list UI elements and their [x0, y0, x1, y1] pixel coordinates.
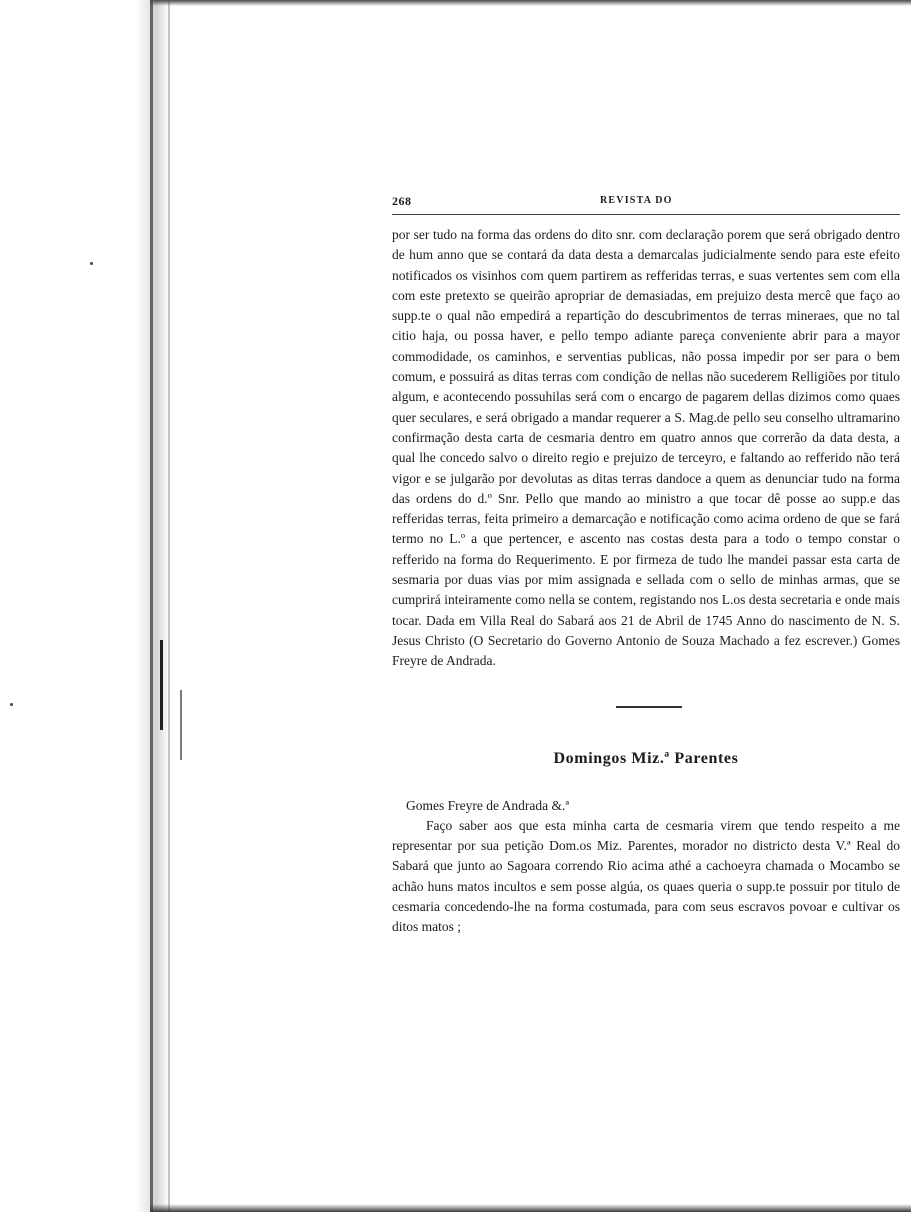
running-head: [392, 190, 900, 210]
opening-line: Gomes Freyre de Andrada &.ª: [406, 797, 570, 813]
paragraph: por ser tudo na forma das ordens do dito snr. com declaração porem que será obrigado dentro de hum anno que se contará da data desta a demarcalas judicialmente sendo para este efeito notificados os visinhos com quem partirem as refferidas terras, e suas vertentes sem com ella com este pretexto se queirão apropriar de demasiadas, em prejuizo desta mercê que faço ao supp.te o qual não empedirá a repartição do descubrimentos de terras mineraes, que no tal citio haja, ou possa haver, e pello tempo adiante pareça conveniente abrir para a mayor commodidade, os caminhos, e serventias publicas, não possa impedir por ser para o bem comum, e possuirá as ditas terras com condição de nellas não sucederem Relligiões por titulo algum, e acontecendo possuhilas será com o encargo de pagarem dellas dizimos como quaes quer seculares, e será obrigado a mandar requerer a S. Mag.de pello seu conselho ultramarino confirmação desta carta de cesmaria dentro em quatro annos que correrão da data desta, a qual lhe concedo salvo o direito regio e prejuizo de terceyro, e faltando ao refferido não terá vigor e se julgarão por devolutas as ditas terras dandoce a quem as denunciar tudo na forma das ordens do d.º Snr. Pello que mando ao ministro a que tocar dê posse ao supp.e das refferidas terras, feita primeiro a demarcação e notificação como acima ordeno de que se fará termo no L.º a que pertencer, e ascento nas costas desta para a todo o tempo constar o refferido na forma do Requerimento. E por firmeza de tudo lhe mandei passar esta carta de sesmaria por duas vias por mim assignada e sellada com o sello de minhas armas, que se cumprirá inteiramente como nella se contem, registando nos L.os desta secretaria e onde mais tocar. Dada em Villa Real do Sabará aos 21 de Abril de 1745 Anno do nascimento de N. S. Jesus Christo (O Secretario do Governo Antonio de Souza Machado a fez escrever.) Gomes Freyre de Andrada.: [392, 227, 900, 669]
scan-artifact-mark: [160, 640, 163, 730]
scan-speck: [10, 703, 13, 706]
scan-speck: [90, 262, 93, 265]
scan-bottom-edge: [150, 1204, 911, 1212]
scan-artifact-mark: [180, 690, 182, 760]
body-text: [392, 225, 900, 672]
section-separator: [616, 706, 682, 708]
page-number: 268: [392, 194, 412, 208]
section-heading: Domingos Miz.ª Parentes: [553, 749, 739, 767]
body-text-2: [392, 816, 900, 938]
page-content: [392, 190, 900, 938]
binding-edge-line: [150, 0, 153, 1212]
journal-name: REVISTA DO: [600, 195, 673, 206]
binding-edge-line-secondary: [168, 0, 170, 1212]
paragraph: Faço saber aos que esta minha carta de cesmaria virem que tendo respeito a me representar por sua petição Dom.os Miz. Parentes, morador no districto desta V.ª Real do Sabará que junto ao Sagoara correndo Rio acima athé a cachoeyra chamada o Mocambo se achão huns matos incultos e sem posse algúa, os quaes queria o supp.te possuir por titulo de cesmaria concedendo-lhe na forma costumada, para com seus escravos povoar e cultivar os ditos matos ;: [392, 817, 900, 935]
header-rule: [392, 214, 900, 215]
scan-top-edge: [150, 0, 911, 6]
